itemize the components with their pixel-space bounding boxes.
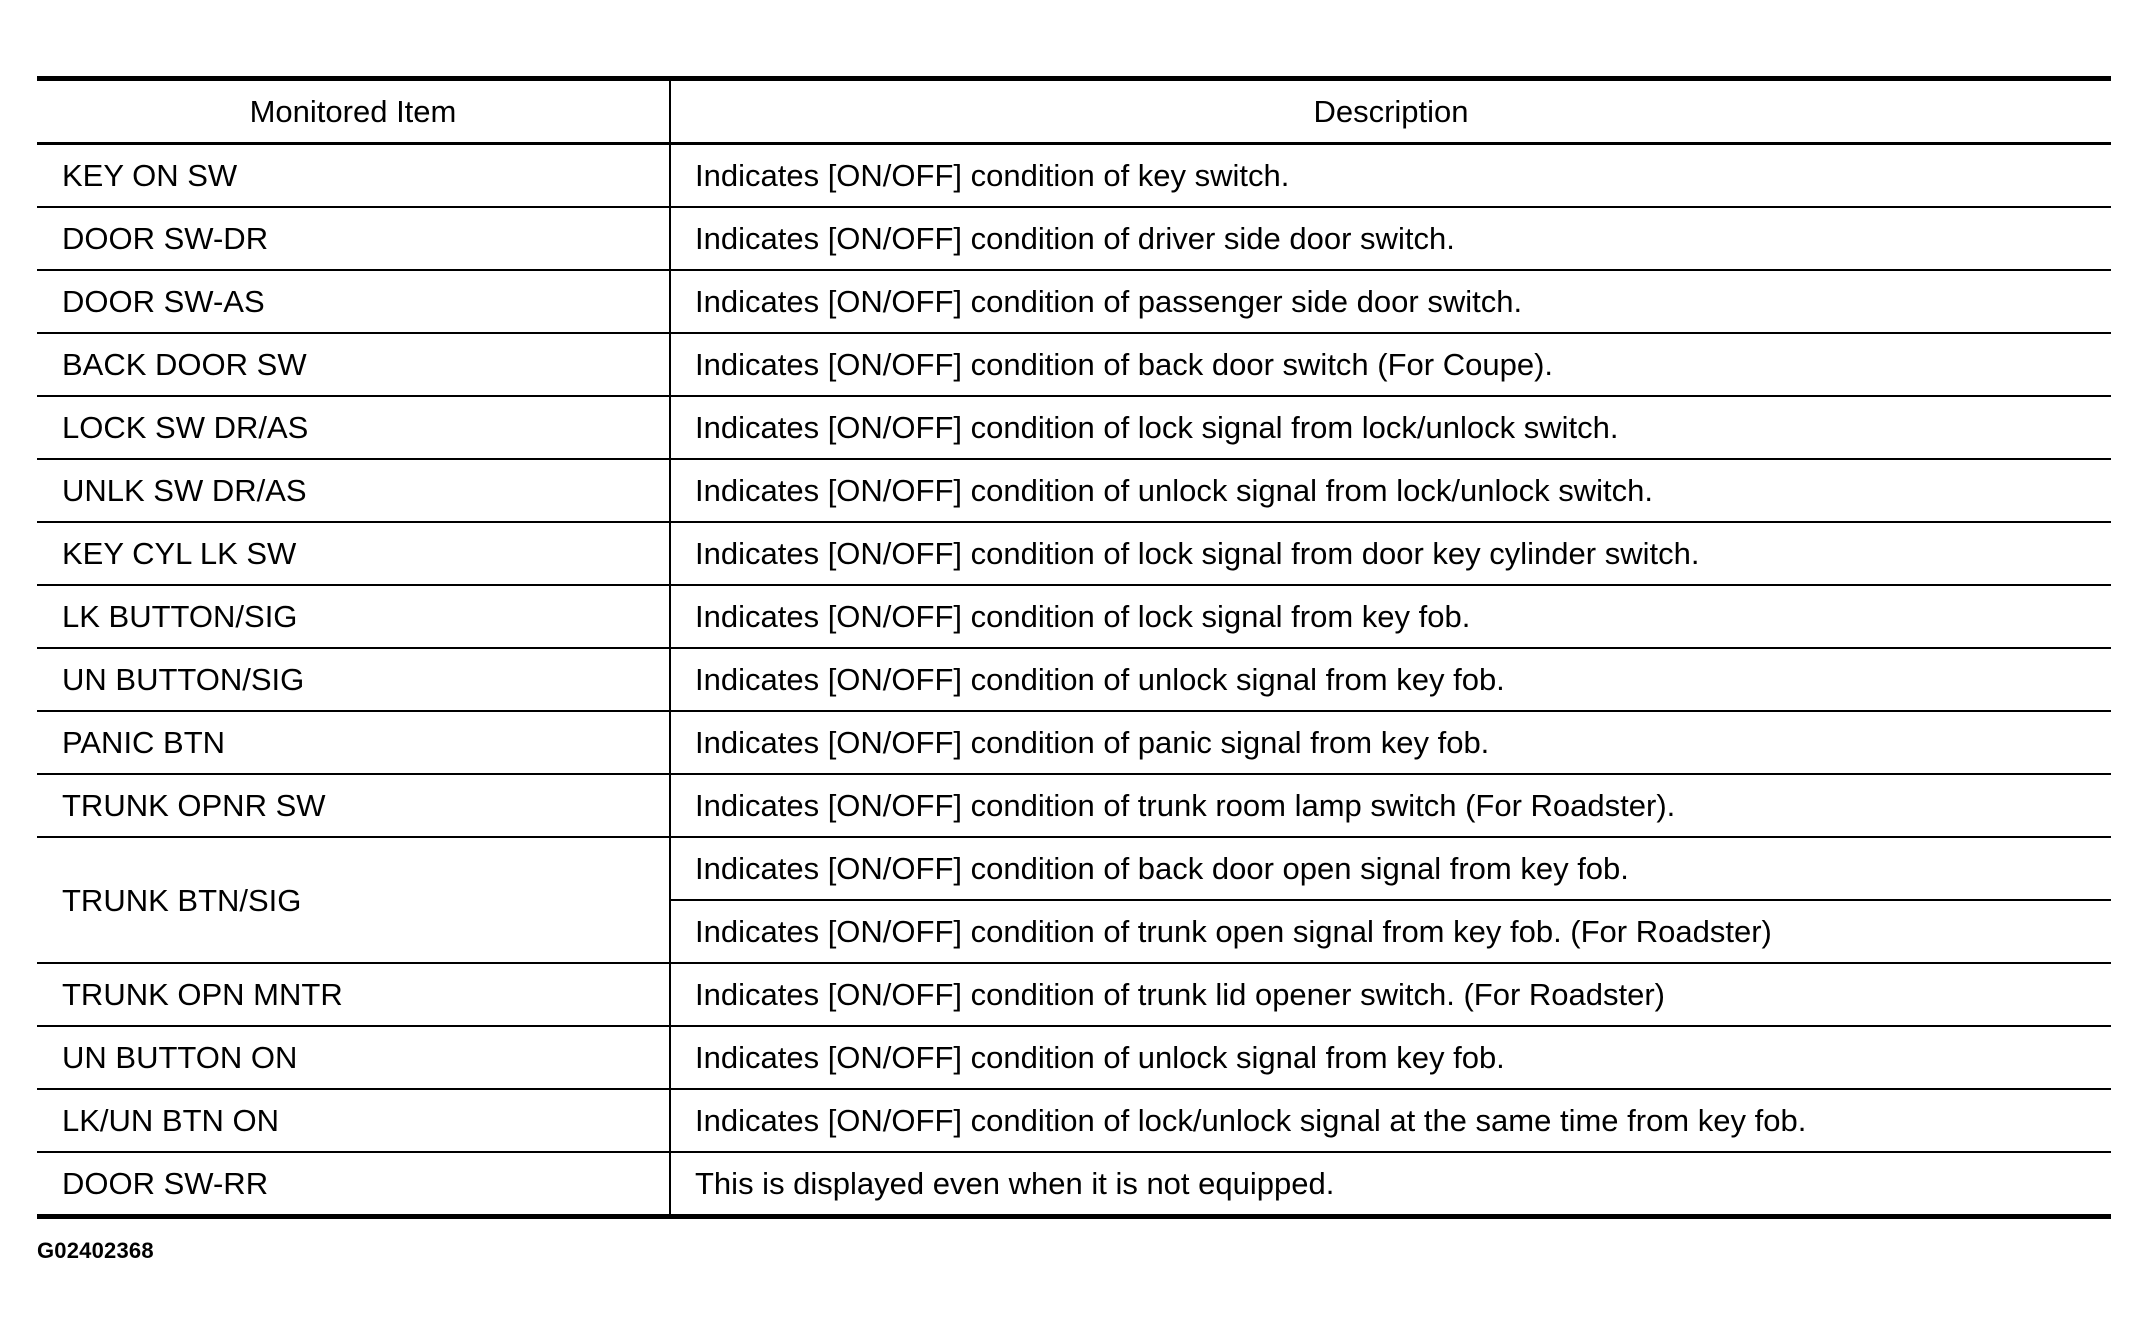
monitored-item-cell: UN BUTTON ON <box>37 1026 670 1089</box>
table-row <box>37 837 2111 900</box>
description-cell: Indicates [ON/OFF] condition of driver side door switch. <box>670 207 2111 270</box>
monitored-item-cell: DOOR SW-DR <box>37 207 670 270</box>
figure-id: G02402368 <box>37 1238 154 1263</box>
description-cell: Indicates [ON/OFF] condition of panic signal from key fob. <box>670 711 2111 774</box>
table-row <box>37 648 2111 711</box>
monitored-item-cell: LK BUTTON/SIG <box>37 585 670 648</box>
description-cell: Indicates [ON/OFF] condition of lock/unlock signal at the same time from key fob. <box>670 1089 2111 1152</box>
monitored-item-cell: DOOR SW-RR <box>37 1152 670 1217</box>
description-cell: Indicates [ON/OFF] condition of unlock signal from key fob. <box>670 648 2111 711</box>
table-row <box>37 585 2111 648</box>
monitored-item-cell: TRUNK BTN/SIG <box>37 837 670 963</box>
table-body <box>37 144 2111 1217</box>
monitored-item-cell: UN BUTTON/SIG <box>37 648 670 711</box>
description-cell: Indicates [ON/OFF] condition of passenger side door switch. <box>670 270 2111 333</box>
table-row <box>37 1152 2111 1217</box>
description-cell: Indicates [ON/OFF] condition of lock signal from lock/unlock switch. <box>670 396 2111 459</box>
description-cell: Indicates [ON/OFF] condition of unlock signal from lock/unlock switch. <box>670 459 2111 522</box>
monitored-items-table <box>37 76 2111 1219</box>
table-row <box>37 396 2111 459</box>
table-row <box>37 207 2111 270</box>
table-row <box>37 144 2111 208</box>
monitored-item-cell: LOCK SW DR/AS <box>37 396 670 459</box>
description-cell: Indicates [ON/OFF] condition of back door open signal from key fob. <box>670 837 2111 900</box>
table-row <box>37 711 2111 774</box>
monitored-item-cell: TRUNK OPNR SW <box>37 774 670 837</box>
monitored-item-cell: UNLK SW DR/AS <box>37 459 670 522</box>
table-header-row <box>37 79 2111 144</box>
monitored-item-cell: BACK DOOR SW <box>37 333 670 396</box>
table-row <box>37 774 2111 837</box>
monitored-item-cell: DOOR SW-AS <box>37 270 670 333</box>
description-cell: Indicates [ON/OFF] condition of lock signal from key fob. <box>670 585 2111 648</box>
header-description: Description <box>670 79 2111 144</box>
description-cell: Indicates [ON/OFF] condition of trunk lid opener switch. (For Roadster) <box>670 963 2111 1026</box>
table-row <box>37 1026 2111 1089</box>
monitored-item-cell: PANIC BTN <box>37 711 670 774</box>
description-cell: Indicates [ON/OFF] condition of back door switch (For Coupe). <box>670 333 2111 396</box>
description-cell: Indicates [ON/OFF] condition of trunk open signal from key fob. (For Roadster) <box>670 900 2111 963</box>
description-cell: Indicates [ON/OFF] condition of trunk room lamp switch (For Roadster). <box>670 774 2111 837</box>
table-row <box>37 522 2111 585</box>
monitored-item-cell: LK/UN BTN ON <box>37 1089 670 1152</box>
description-cell: Indicates [ON/OFF] condition of unlock signal from key fob. <box>670 1026 2111 1089</box>
monitored-item-cell: TRUNK OPN MNTR <box>37 963 670 1026</box>
table-row <box>37 963 2111 1026</box>
description-cell: Indicates [ON/OFF] condition of key switch. <box>670 144 2111 208</box>
description-cell: This is displayed even when it is not equipped. <box>695 1166 1335 1201</box>
monitored-item-cell: KEY ON SW <box>37 144 670 208</box>
table-row <box>37 1089 2111 1152</box>
table-row <box>37 459 2111 522</box>
header-monitored-item: Monitored Item <box>37 79 670 144</box>
description-cell: Indicates [ON/OFF] condition of lock signal from door key cylinder switch. <box>670 522 2111 585</box>
table-row <box>37 270 2111 333</box>
table-row <box>37 333 2111 396</box>
monitored-item-cell: KEY CYL LK SW <box>37 522 670 585</box>
